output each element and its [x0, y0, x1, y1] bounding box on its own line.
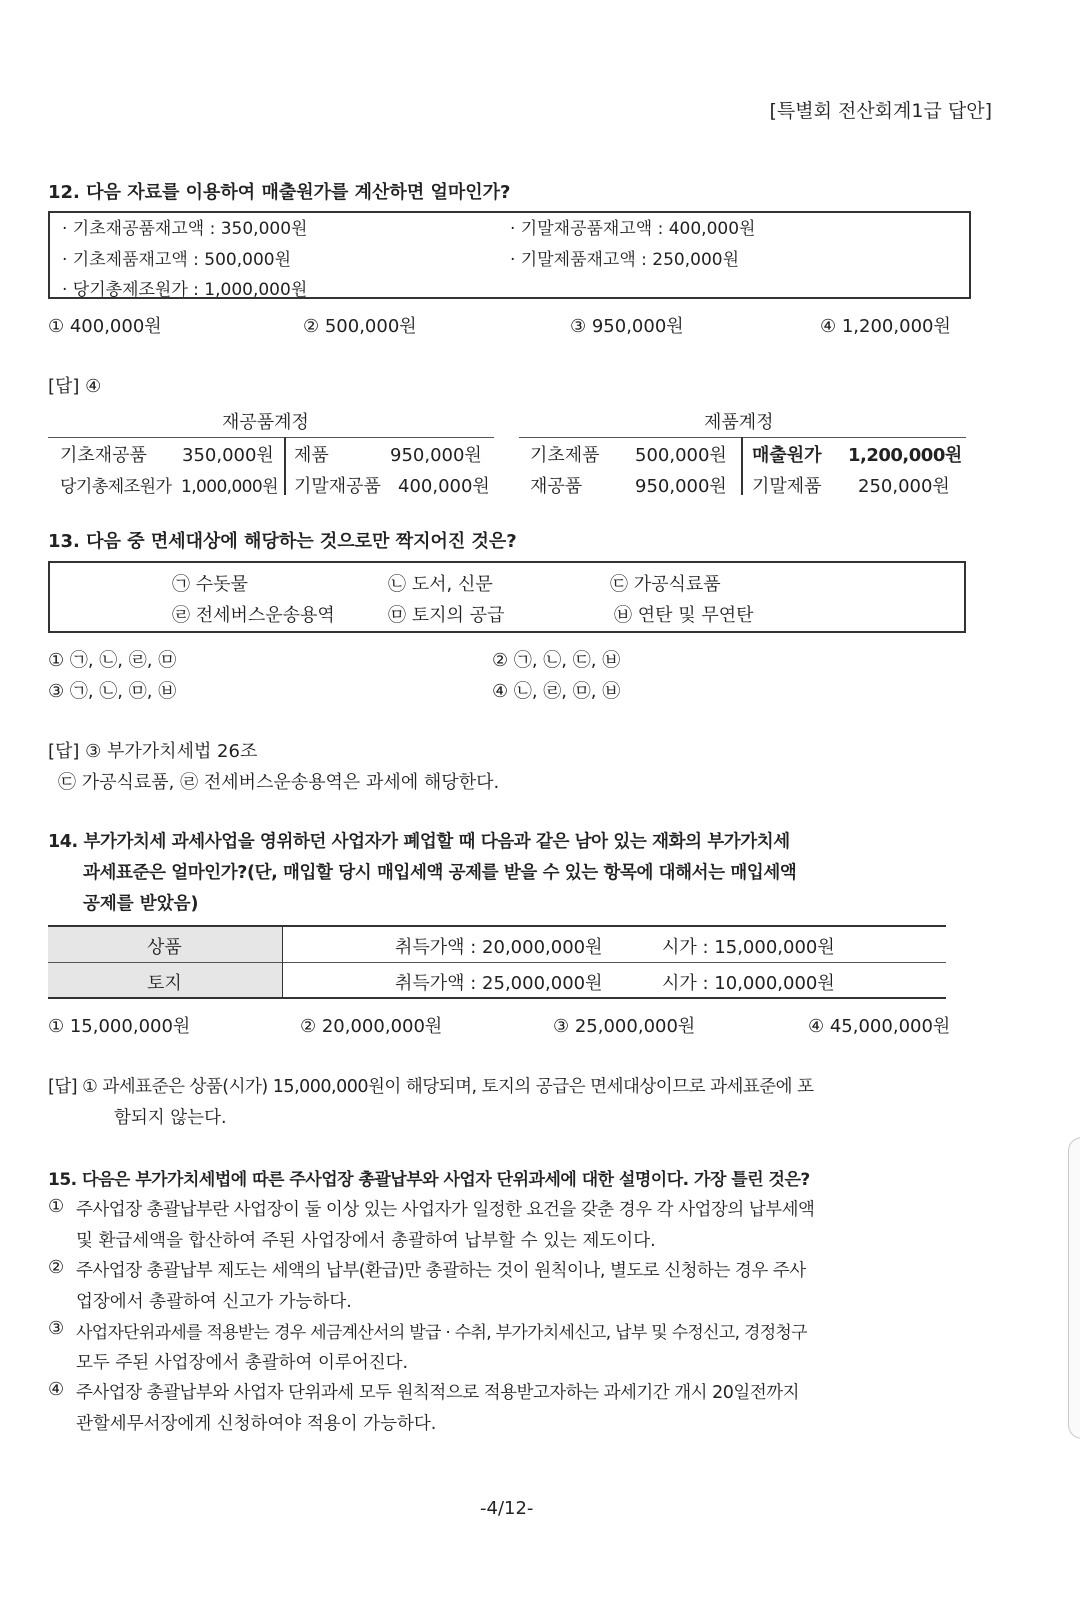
q14-option-2: ② 20,000,000원	[300, 1016, 443, 1037]
wip-debit-label-1: 기초재공품	[60, 445, 147, 466]
q12-answer: [답] ④	[48, 376, 102, 397]
question-13-text: 13. 다음 중 면세대상에 해당하는 것으로만 짝지어진 것은?	[48, 531, 517, 552]
wip-debit-label-2: 당기총제조원가	[60, 477, 172, 497]
wip-debit-value-1: 350,000원	[182, 445, 274, 466]
q13-answer: [답] ③ 부가가치세법 26조	[48, 741, 258, 762]
q13-option-4: ④ ㉡, ㉣, ㉤, ㉥	[492, 681, 621, 702]
q14-row-1-market: 시가 : 15,000,000원	[662, 937, 835, 958]
q14-row-2-market: 시가 : 10,000,000원	[662, 973, 835, 994]
fg-account-title: 제품계정	[704, 412, 774, 433]
q14-answer-line-2: 함되지 않는다.	[114, 1108, 227, 1128]
wip-credit-label-1: 제품	[294, 445, 329, 466]
q13-item-2: ㉡ 도서, 신문	[388, 574, 493, 595]
fg-account-divider	[741, 437, 743, 495]
q14-table-divider	[282, 925, 283, 999]
q12-option-1: ① 400,000원	[48, 316, 162, 337]
fg-debit-value-1: 500,000원	[635, 445, 727, 466]
fg-debit-label-2: 재공품	[530, 476, 583, 497]
question-14-line-1: 14. 부가가치세 과세사업을 영위하던 사업자가 폐업할 때 다음과 같은 남아 있는 재화의 부가가치세	[48, 832, 790, 852]
q14-row-1-item: 상품	[147, 937, 182, 958]
q12-begin-wip: · 기초재공품재고액 : 350,000원	[62, 219, 308, 239]
question-12-text: 12. 다음 자료를 이용하여 매출원가를 계산하면 얼마인가?	[48, 182, 511, 203]
q12-option-4: ④ 1,200,000원	[820, 316, 951, 337]
q14-option-1: ① 15,000,000원	[48, 1016, 191, 1037]
q13-item-1: ㉠ 수돗물	[172, 574, 248, 595]
side-panel-handle[interactable]	[1068, 1137, 1080, 1439]
fg-debit-label-1: 기초제품	[530, 445, 600, 466]
q12-option-3: ③ 950,000원	[570, 316, 684, 337]
question-14-line-3: 공제를 받았음)	[83, 894, 199, 914]
fg-credit-label-1: 매출원가	[752, 445, 822, 466]
q14-row-1-cost: 취득가액 : 20,000,000원	[395, 937, 603, 958]
fg-credit-label-2: 기말제품	[752, 476, 822, 497]
q15-option-3-line-1: 사업자단위과세를 적용받는 경우 세금계산서의 발급 · 수취, 부가가치세신고, 납부 및 수정신고, 경정청구	[76, 1323, 807, 1343]
q13-item-6: ㉥ 연탄 및 무연탄	[614, 605, 754, 626]
q13-item-5: ㉤ 토지의 공급	[388, 605, 505, 626]
q14-table-bottom-rule	[48, 997, 946, 999]
q13-item-4: ㉣ 전세버스운송용역	[172, 605, 335, 626]
wip-account-title: 재공품계정	[222, 412, 309, 433]
wip-debit-value-2: 1,000,000원	[181, 477, 278, 497]
wip-account-divider	[284, 437, 286, 495]
q15-option-4-num: ④	[48, 1379, 65, 1400]
q15-option-2-line-2: 업장에서 총괄하여 신고가 가능하다.	[76, 1292, 352, 1312]
q14-answer-line-1: [답] ① 과세표준은 상품(시가) 15,000,000원이 해당되며, 토지의 공급은 면세대상이므로 과세표준에 포	[48, 1077, 814, 1097]
q14-option-4: ④ 45,000,000원	[808, 1016, 951, 1037]
wip-credit-label-2: 기말재공품	[294, 476, 381, 497]
q15-option-1-num: ①	[48, 1196, 65, 1217]
q12-option-2: ② 500,000원	[303, 316, 417, 337]
q15-option-2-num: ②	[48, 1257, 65, 1278]
wip-credit-value-2: 400,000원	[398, 476, 490, 497]
q15-option-3-line-2: 모두 주된 사업장에서 총괄하여 이루어진다.	[76, 1353, 409, 1373]
q15-option-1-line-2: 및 환급세액을 합산하여 주된 사업장에서 총괄하여 납부할 수 있는 제도이다.	[76, 1231, 656, 1251]
q13-option-3: ③ ㉠, ㉡, ㉤, ㉥	[48, 681, 177, 702]
page-header-title: [특별회 전산회계1급 답안]	[769, 100, 992, 122]
q15-option-1-line-1: 주사업장 총괄납부란 사업장이 둘 이상 있는 사업자가 일정한 요건을 갖춘 경우 각 사업장의 납부세액	[76, 1200, 815, 1220]
question-14-line-2: 과세표준은 얼마인가?(단, 매입할 당시 매입세액 공제를 받을 수 있는 항목에 대해서는 매입세액	[83, 863, 797, 883]
q15-option-4-line-1: 주사업장 총괄납부와 사업자 단위과세 모두 원칙적으로 적용받고자하는 과세기간 개시 20일전까지	[76, 1383, 800, 1403]
q12-begin-fg: · 기초제품재고액 : 500,000원	[62, 250, 292, 270]
q15-option-2-line-1: 주사업장 총괄납부 제도는 세액의 납부(환급)만 총괄하는 것이 원칙이나, 별도로 신청하는 경우 주사	[76, 1261, 806, 1281]
q15-option-3-num: ③	[48, 1318, 65, 1339]
fg-debit-value-2: 950,000원	[635, 476, 727, 497]
wip-credit-value-1: 950,000원	[390, 445, 482, 466]
q13-item-3: ㉢ 가공식료품	[610, 574, 721, 595]
q14-table-mid-rule	[48, 962, 946, 963]
q12-total-mfg: · 당기총제조원가 : 1,000,000원	[62, 280, 308, 300]
q12-end-fg: · 기말제품재고액 : 250,000원	[510, 250, 740, 270]
fg-credit-value-2: 250,000원	[858, 476, 950, 497]
q12-end-wip: · 기말재공품재고액 : 400,000원	[510, 219, 756, 239]
q13-explanation: ㉢ 가공식료품, ㉣ 전세버스운송용역은 과세에 해당한다.	[58, 772, 500, 793]
q14-table-top-rule	[48, 925, 946, 927]
wip-account-top-rule	[48, 437, 494, 438]
q14-row-2-cost: 취득가액 : 25,000,000원	[395, 973, 603, 994]
q15-option-4-line-2: 관할세무서장에게 신청하여야 적용이 가능하다.	[76, 1414, 437, 1434]
q14-row-2-item: 토지	[147, 973, 182, 994]
q14-option-3: ③ 25,000,000원	[553, 1016, 696, 1037]
question-15-text: 15. 다음은 부가가치세법에 따른 주사업장 총괄납부와 사업자 단위과세에 대한 설명이다. 가장 틀린 것은?	[48, 1170, 810, 1190]
q13-option-1: ① ㉠, ㉡, ㉣, ㉤	[48, 650, 177, 671]
page-number: -4/12-	[480, 1498, 534, 1519]
fg-credit-value-1: 1,200,000원	[848, 445, 962, 466]
q13-option-2: ② ㉠, ㉡, ㉢, ㉥	[492, 650, 621, 671]
